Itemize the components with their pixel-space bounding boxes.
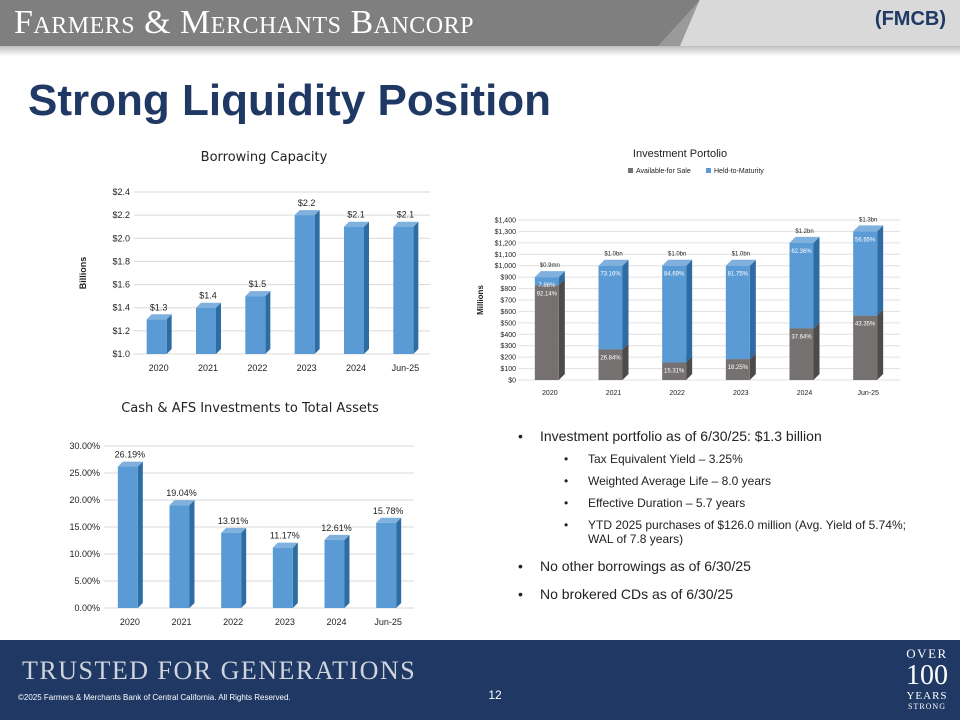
bar-side: [814, 237, 820, 328]
y-tick-label: $100: [500, 366, 516, 374]
bar: [170, 505, 190, 608]
legend-label: Held-to-Maturity: [714, 168, 764, 175]
y-tick-label: $900: [500, 274, 516, 282]
y-tick-label: $600: [500, 308, 516, 316]
y-tick-label: $1.8: [112, 256, 130, 267]
data-label: $2.1: [347, 209, 365, 220]
y-tick-label: $200: [500, 354, 516, 362]
x-tick-label: 2024: [796, 390, 813, 397]
y-tick-label: $1.2: [112, 325, 130, 336]
total-label: $1.0bn: [604, 251, 623, 258]
bar-side: [623, 343, 629, 380]
y-tick-label: $1,400: [494, 217, 516, 225]
y-tick-label: $400: [500, 331, 516, 339]
data-label: 13.91%: [217, 515, 249, 526]
bar-side: [559, 279, 565, 380]
bar: [535, 285, 559, 380]
bar-side: [167, 314, 172, 354]
over-100-years-logo: OVER 100 YEARS STRONG: [906, 646, 948, 711]
sub-bullet-item: • Weighted Average Life – 8.0 years: [512, 474, 932, 488]
chart-title: Investment Portolio: [632, 148, 728, 160]
data-label: $2.1: [396, 209, 415, 220]
y-tick-label: 25.00%: [69, 468, 100, 478]
bar: [599, 266, 623, 350]
y-tick-label: $1,100: [494, 251, 516, 259]
x-tick-label: 2020: [542, 390, 558, 397]
y-tick-label: $2.4: [112, 187, 130, 197]
y-tick-label: 0.00%: [74, 603, 100, 613]
legend-label: Available-for Sale: [636, 168, 691, 175]
y-tick-label: 10.00%: [69, 549, 100, 559]
segment-label: 73.16%: [600, 271, 621, 278]
y-tick-label: $1,000: [494, 263, 516, 271]
x-tick-label: 2022: [247, 363, 268, 373]
y-tick-label: $700: [500, 297, 516, 305]
cash-afs-ratio-chart: [60, 394, 440, 634]
bar: [599, 349, 623, 380]
y-tick-label: 5.00%: [74, 576, 100, 586]
data-label: 12.61%: [321, 522, 352, 533]
y-tick-label: $1.0: [112, 349, 130, 359]
bar: [221, 533, 241, 608]
investment-portfolio-svg: [470, 142, 910, 404]
x-tick-label: Jun-25: [857, 390, 879, 397]
footer-tagline: TRUSTED FOR GENERATIONS: [22, 656, 417, 685]
segment-label: 81.75%: [727, 271, 749, 278]
bullet-item: • No brokered CDs as of 6/30/25: [512, 586, 932, 602]
y-tick-label: $2.2: [112, 210, 130, 221]
chart-title: Borrowing Capacity: [200, 150, 328, 165]
bar-side: [216, 303, 221, 354]
bar-side: [138, 462, 143, 608]
sub-bullet-item: • YTD 2025 purchases of $126.0 million (Avg. Yield of 5.74%; WAL of 7.8 years): [512, 518, 932, 546]
bullet-item: • Investment portfolio as of 6/30/25: $1.3 billion: [512, 428, 932, 444]
page-number: 12: [488, 688, 502, 702]
data-label: 26.19%: [114, 449, 146, 460]
x-tick-label: 2023: [296, 363, 317, 373]
bar: [295, 215, 315, 354]
bar-side: [750, 260, 756, 359]
company-name: Farmers & Merchants Bancorp: [14, 4, 474, 41]
bar-side: [265, 291, 270, 354]
legend-swatch: [628, 168, 633, 173]
y-tick-label: $0: [508, 377, 516, 385]
x-tick-label: 2021: [197, 363, 219, 373]
total-label: $1.3bn: [858, 217, 878, 224]
y-tick-label: 15.00%: [69, 522, 100, 532]
segment-label: 43.35%: [854, 321, 876, 328]
total-label: $0.9mn: [539, 263, 560, 270]
y-tick-label: 20.00%: [69, 495, 100, 505]
y-tick-label: $2.0: [112, 233, 130, 244]
x-tick-label: 2020: [119, 617, 140, 627]
bar: [245, 296, 265, 354]
data-label: $2.2: [297, 198, 316, 209]
total-label: $1.0bn: [731, 251, 751, 258]
segment-label: 7.86%: [538, 283, 556, 290]
x-tick-label: 2020: [148, 363, 169, 373]
y-tick-label: $300: [500, 343, 516, 351]
segment-label: 92.14%: [536, 291, 558, 298]
y-tick-label: $1,300: [494, 228, 516, 236]
sub-bullet-item: • Effective Duration – 5.7 years: [512, 496, 932, 510]
x-tick-label: Jun-25: [374, 617, 402, 627]
page-title: Strong Liquidity Position: [28, 76, 552, 125]
bar: [726, 266, 750, 359]
bar: [325, 540, 345, 608]
x-tick-label: 2021: [171, 617, 192, 627]
data-label: 15.78%: [372, 505, 404, 516]
y-tick-label: $800: [500, 286, 516, 294]
y-tick-label: $1,200: [494, 240, 516, 248]
bar: [853, 231, 877, 315]
y-axis-label: Millions: [476, 285, 485, 315]
header-banner: [0, 0, 960, 56]
x-tick-label: 2023: [733, 390, 749, 397]
bar-side: [364, 222, 369, 354]
y-tick-label: $1.4: [112, 302, 130, 313]
data-label: $1.4: [199, 290, 217, 301]
x-tick-label: Jun-25: [391, 363, 420, 373]
cash-afs-ratio-svg: [60, 394, 440, 634]
bar: [344, 227, 364, 354]
y-tick-label: $1.6: [112, 279, 130, 290]
y-axis-label: Billions: [78, 256, 88, 290]
y-tick-label: $500: [500, 320, 516, 328]
x-tick-label: 2022: [223, 617, 244, 627]
bullet-item: • No other borrowings as of 6/30/25: [512, 558, 932, 574]
segment-label: 15.31%: [663, 368, 685, 375]
segment-label: 26.84%: [600, 355, 621, 362]
bar: [147, 319, 167, 354]
bar-side: [293, 543, 298, 608]
bar-side: [396, 518, 401, 608]
segment-label: 56.65%: [854, 237, 876, 244]
copyright-text: ©2025 Farmers & Merchants Bank of Central California. All Rights Reserved.: [18, 693, 291, 702]
x-tick-label: 2022: [669, 390, 685, 397]
bar: [662, 266, 686, 363]
x-tick-label: 2023: [274, 617, 295, 627]
bar: [196, 308, 216, 354]
bar: [376, 523, 396, 608]
bar-side: [686, 260, 692, 363]
data-label: 19.04%: [166, 488, 197, 499]
legend-swatch: [706, 168, 711, 173]
borrowing-capacity-chart: [74, 142, 442, 382]
bar-side: [413, 222, 418, 354]
bar: [118, 467, 138, 608]
bar: [790, 243, 814, 328]
ticker-symbol: (FMCB): [874, 8, 946, 30]
bullet-list: [512, 428, 932, 610]
sub-bullet-item: • Tax Equivalent Yield – 3.25%: [512, 452, 932, 466]
bar-side: [345, 535, 350, 608]
segment-label: 62.36%: [791, 248, 812, 255]
footer-bar: [0, 640, 960, 720]
bar-side: [241, 528, 246, 608]
bar-side: [877, 225, 883, 315]
investment-portfolio-chart: [470, 142, 910, 404]
bar-side: [190, 500, 195, 608]
bar: [393, 227, 413, 354]
chart-title: Cash & AFS Investments to Total Assets: [121, 401, 379, 416]
bar-side: [814, 322, 820, 380]
bar-side: [315, 210, 320, 354]
segment-label: 18.25%: [727, 365, 749, 372]
bar: [273, 548, 293, 608]
segment-label: 84.69%: [663, 271, 685, 278]
x-tick-label: 2021: [605, 390, 622, 397]
bar-side: [877, 310, 883, 380]
total-label: $1.2bn: [795, 228, 814, 235]
data-label: 11.17%: [269, 530, 300, 541]
total-label: $1.0bn: [667, 251, 687, 258]
y-tick-label: 30.00%: [69, 441, 100, 451]
x-tick-label: 2024: [345, 363, 367, 373]
borrowing-capacity-svg: [74, 142, 442, 382]
x-tick-label: 2024: [326, 617, 347, 627]
bar-side: [623, 260, 629, 350]
data-label: $1.5: [248, 279, 267, 290]
segment-label: 37.64%: [791, 334, 812, 341]
data-label: $1.3: [149, 302, 168, 313]
